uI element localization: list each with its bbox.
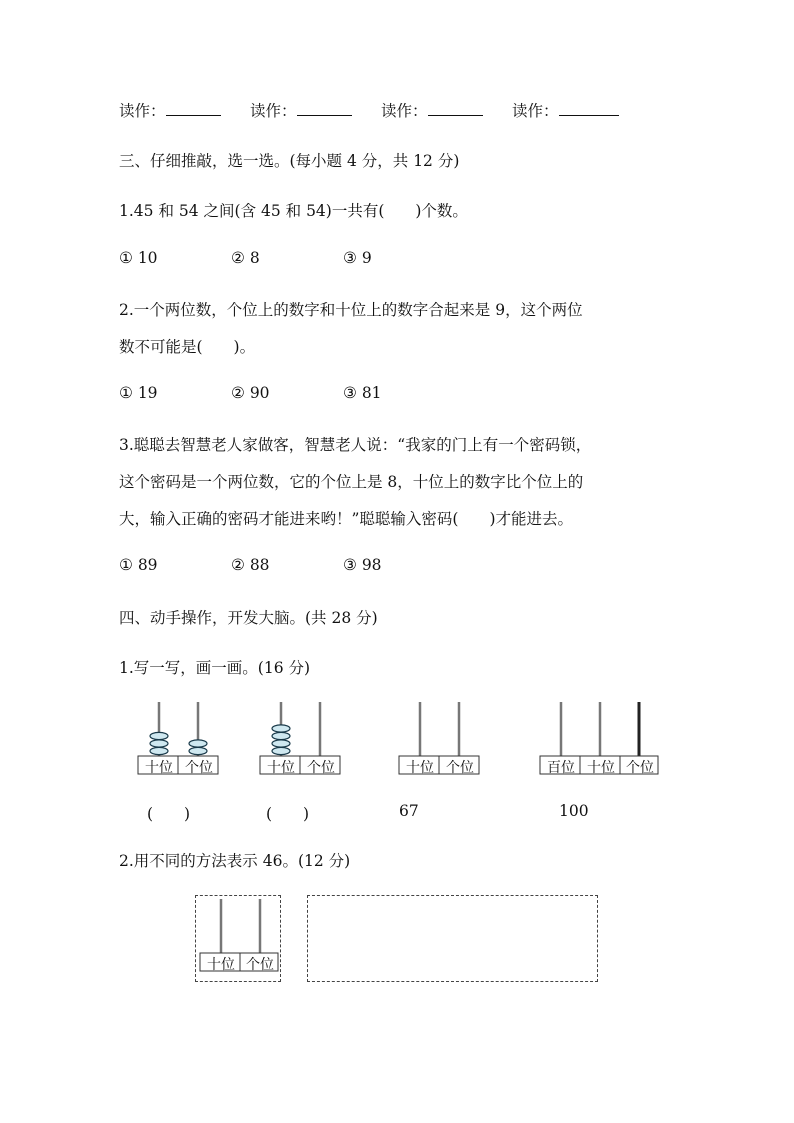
abacus-1-ones-beads bbox=[189, 740, 207, 755]
option-c[interactable]: ③ 81 bbox=[343, 384, 382, 402]
abacus-4[interactable] bbox=[539, 700, 659, 776]
read-blank-3 bbox=[381, 99, 483, 121]
section3-title: 三、仔细推敲，选一选。(每小题 4 分，共 12 分) bbox=[119, 152, 460, 170]
abacus-2-tens-beads bbox=[272, 725, 290, 755]
tens-label: 十位 bbox=[267, 760, 295, 776]
question-3-1: 1.45 和 54 之间(含 45 和 54)一共有( )个数。 bbox=[119, 202, 468, 220]
ones-label: 个位 bbox=[246, 957, 274, 973]
read-blank-2 bbox=[250, 99, 352, 121]
section4-title: 四、动手操作，开发大脑。(共 28 分) bbox=[119, 609, 378, 627]
option-a[interactable]: ① 19 bbox=[119, 384, 158, 402]
read-blank-1 bbox=[119, 99, 221, 121]
abacus-3[interactable] bbox=[398, 700, 480, 776]
question-4-2: 2.用不同的方法表示 46。(12 分) bbox=[119, 852, 351, 870]
ones-label: 个位 bbox=[307, 760, 335, 776]
question-3-2-line1: 2.一个两位数，个位上的数字和十位上的数字合起来是 9，这个两位 bbox=[119, 301, 583, 319]
question-4-1: 1.写一写，画一画。(16 分) bbox=[119, 659, 311, 677]
read-label: 读作： bbox=[512, 102, 559, 120]
read-blank-4 bbox=[512, 99, 619, 121]
tens-label: 十位 bbox=[406, 760, 434, 776]
tens-label: 十位 bbox=[207, 957, 235, 973]
option-c[interactable]: ③ 98 bbox=[343, 556, 382, 574]
answer-line[interactable] bbox=[166, 103, 221, 116]
abacus-46[interactable] bbox=[199, 897, 281, 973]
ones-label: 个位 bbox=[185, 760, 213, 776]
option-a[interactable]: ① 89 bbox=[119, 556, 158, 574]
read-label: 读作： bbox=[381, 102, 428, 120]
abacus-2 bbox=[259, 700, 341, 776]
read-label: 读作： bbox=[119, 102, 166, 120]
option-b[interactable]: ② 8 bbox=[231, 249, 260, 267]
question-3-3-line1: 3.聪聪去智慧老人家做客，智慧老人说：“我家的门上有一个密码锁， bbox=[119, 436, 592, 454]
option-b[interactable]: ② 90 bbox=[231, 384, 270, 402]
answer-blank-1[interactable]: ( ) bbox=[147, 805, 191, 823]
read-label: 读作： bbox=[250, 102, 297, 120]
number-67: 67 bbox=[399, 802, 419, 820]
ones-label: 个位 bbox=[446, 760, 474, 776]
abacus-1 bbox=[137, 700, 219, 776]
option-a[interactable]: ① 10 bbox=[119, 249, 158, 267]
question-3-3-line2: 这个密码是一个两位数，它的个位上是 8，十位上的数字比个位上的 bbox=[119, 473, 584, 491]
number-100: 100 bbox=[559, 802, 589, 820]
tens-label: 十位 bbox=[145, 760, 173, 776]
ones-label: 个位 bbox=[626, 760, 654, 776]
tens-label: 十位 bbox=[587, 760, 615, 776]
answer-line[interactable] bbox=[559, 103, 619, 116]
question-3-2-line2: 数不可能是( )。 bbox=[119, 338, 256, 356]
answer-line[interactable] bbox=[297, 103, 352, 116]
free-answer-box[interactable] bbox=[307, 895, 598, 982]
hundreds-label: 百位 bbox=[547, 760, 575, 776]
answer-blank-2[interactable]: ( ) bbox=[266, 805, 310, 823]
answer-line[interactable] bbox=[428, 103, 483, 116]
question-3-3-line3: 大，输入正确的密码才能进来哟！”聪聪输入密码( )才能进去。 bbox=[119, 510, 574, 528]
option-c[interactable]: ③ 9 bbox=[343, 249, 372, 267]
abacus-1-tens-beads bbox=[150, 732, 168, 754]
option-b[interactable]: ② 88 bbox=[231, 556, 270, 574]
